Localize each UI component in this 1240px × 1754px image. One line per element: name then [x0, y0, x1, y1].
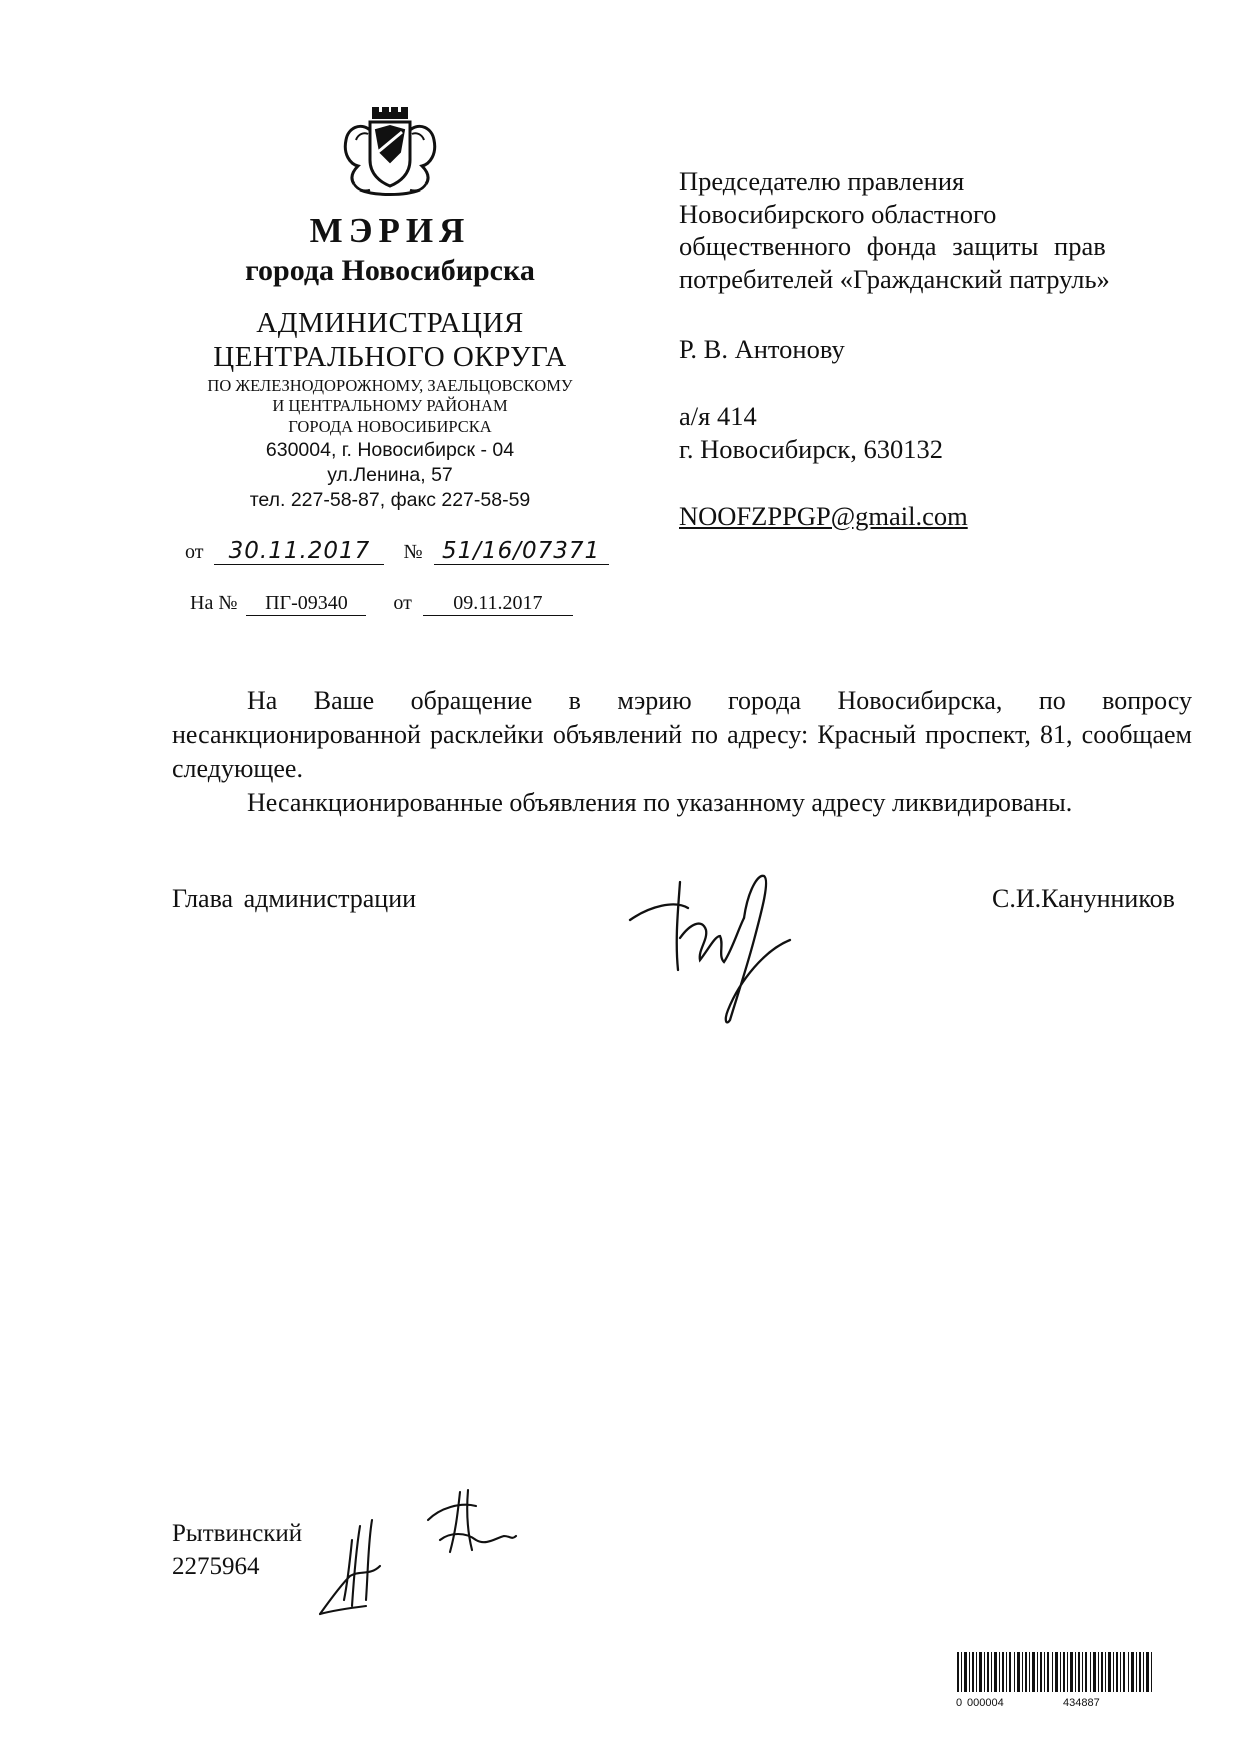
letterhead-city: города Новосибирска [245, 254, 535, 287]
reply-date: 09.11.2017 [423, 592, 573, 616]
barcode-left-number: 0 [956, 1697, 963, 1709]
registration-number: 51/16/07371 [434, 538, 609, 565]
registration-ot-label: от [185, 541, 204, 563]
letterhead-district-line1: ПО ЖЕЛЕЗНОДОРОЖНОМУ, ЗАЕЛЬЦОВСКОМУ [207, 376, 573, 395]
letterhead-postal: 630004, г. Новосибирск - 04 [265, 439, 515, 461]
addressee-po-box: а/я 414 [679, 401, 757, 431]
signatory-name: С.И.Канунников [992, 884, 1175, 913]
addressee-name: Р. В. Антонову [679, 334, 845, 364]
addressee-city: г. Новосибирск, 630132 [679, 434, 944, 464]
addressee-line3: общественного фонда защиты прав [679, 231, 1106, 262]
letterhead-admin-line1: АДМИНИСТРАЦИЯ [256, 307, 524, 339]
reply-na-label: На № [190, 592, 238, 614]
reply-reference-row [190, 592, 573, 616]
body-paragraph-1: На Ваше обращение в мэрию города Новосибирска, по вопросу несанкционированной расклейки объявлений по адресу: Красный проспект, 81, сообщаем следующее. [172, 686, 1192, 783]
addressee-email[interactable]: NOOFZPPGP@gmail.com [679, 501, 968, 531]
approval-signatures-icon [290, 1480, 540, 1620]
registration-date: 30.11.2017 [214, 538, 384, 565]
barcode-right-number: 434887 [1063, 1697, 1100, 1709]
letterhead-district-line2: И ЦЕНТРАЛЬНОМУ РАЙОНАМ [272, 396, 508, 415]
signatory-position: Глава администрации [172, 884, 417, 913]
coat-of-arms-icon [340, 100, 440, 205]
letterhead-phone: тел. 227-58-87, факс 227-58-59 [249, 489, 531, 511]
registration-num-label: № [403, 541, 423, 563]
addressee-line4: потребителей «Гражданский патруль» [679, 263, 1110, 294]
addressee-line2: Новосибирского областного [679, 198, 997, 229]
registration-row [185, 538, 609, 565]
executor-name: Рытвинский [172, 1520, 303, 1547]
barcode-middle-number: 000004 [967, 1697, 1004, 1709]
reply-number: ПГ-09340 [246, 592, 366, 616]
executor-phone: 2275964 [172, 1553, 260, 1580]
barcode-icon [955, 1650, 1155, 1710]
body-paragraph-2: Несанкционированные объявления по указанному адресу ликвидированы. [247, 788, 1073, 817]
letterhead-district-line3: ГОРОДА НОВОСИБИРСКА [288, 417, 492, 436]
letterhead-street: ул.Ленина, 57 [327, 464, 453, 486]
addressee-line1: Председателю правления [679, 166, 965, 196]
handwritten-signature-icon [620, 870, 800, 1030]
letterhead-title: МЭРИЯ [309, 211, 471, 250]
reply-ot-label: от [393, 592, 412, 614]
letterhead-admin-line2: ЦЕНТРАЛЬНОГО ОКРУГА [213, 341, 567, 373]
addressee-block [679, 165, 1110, 295]
